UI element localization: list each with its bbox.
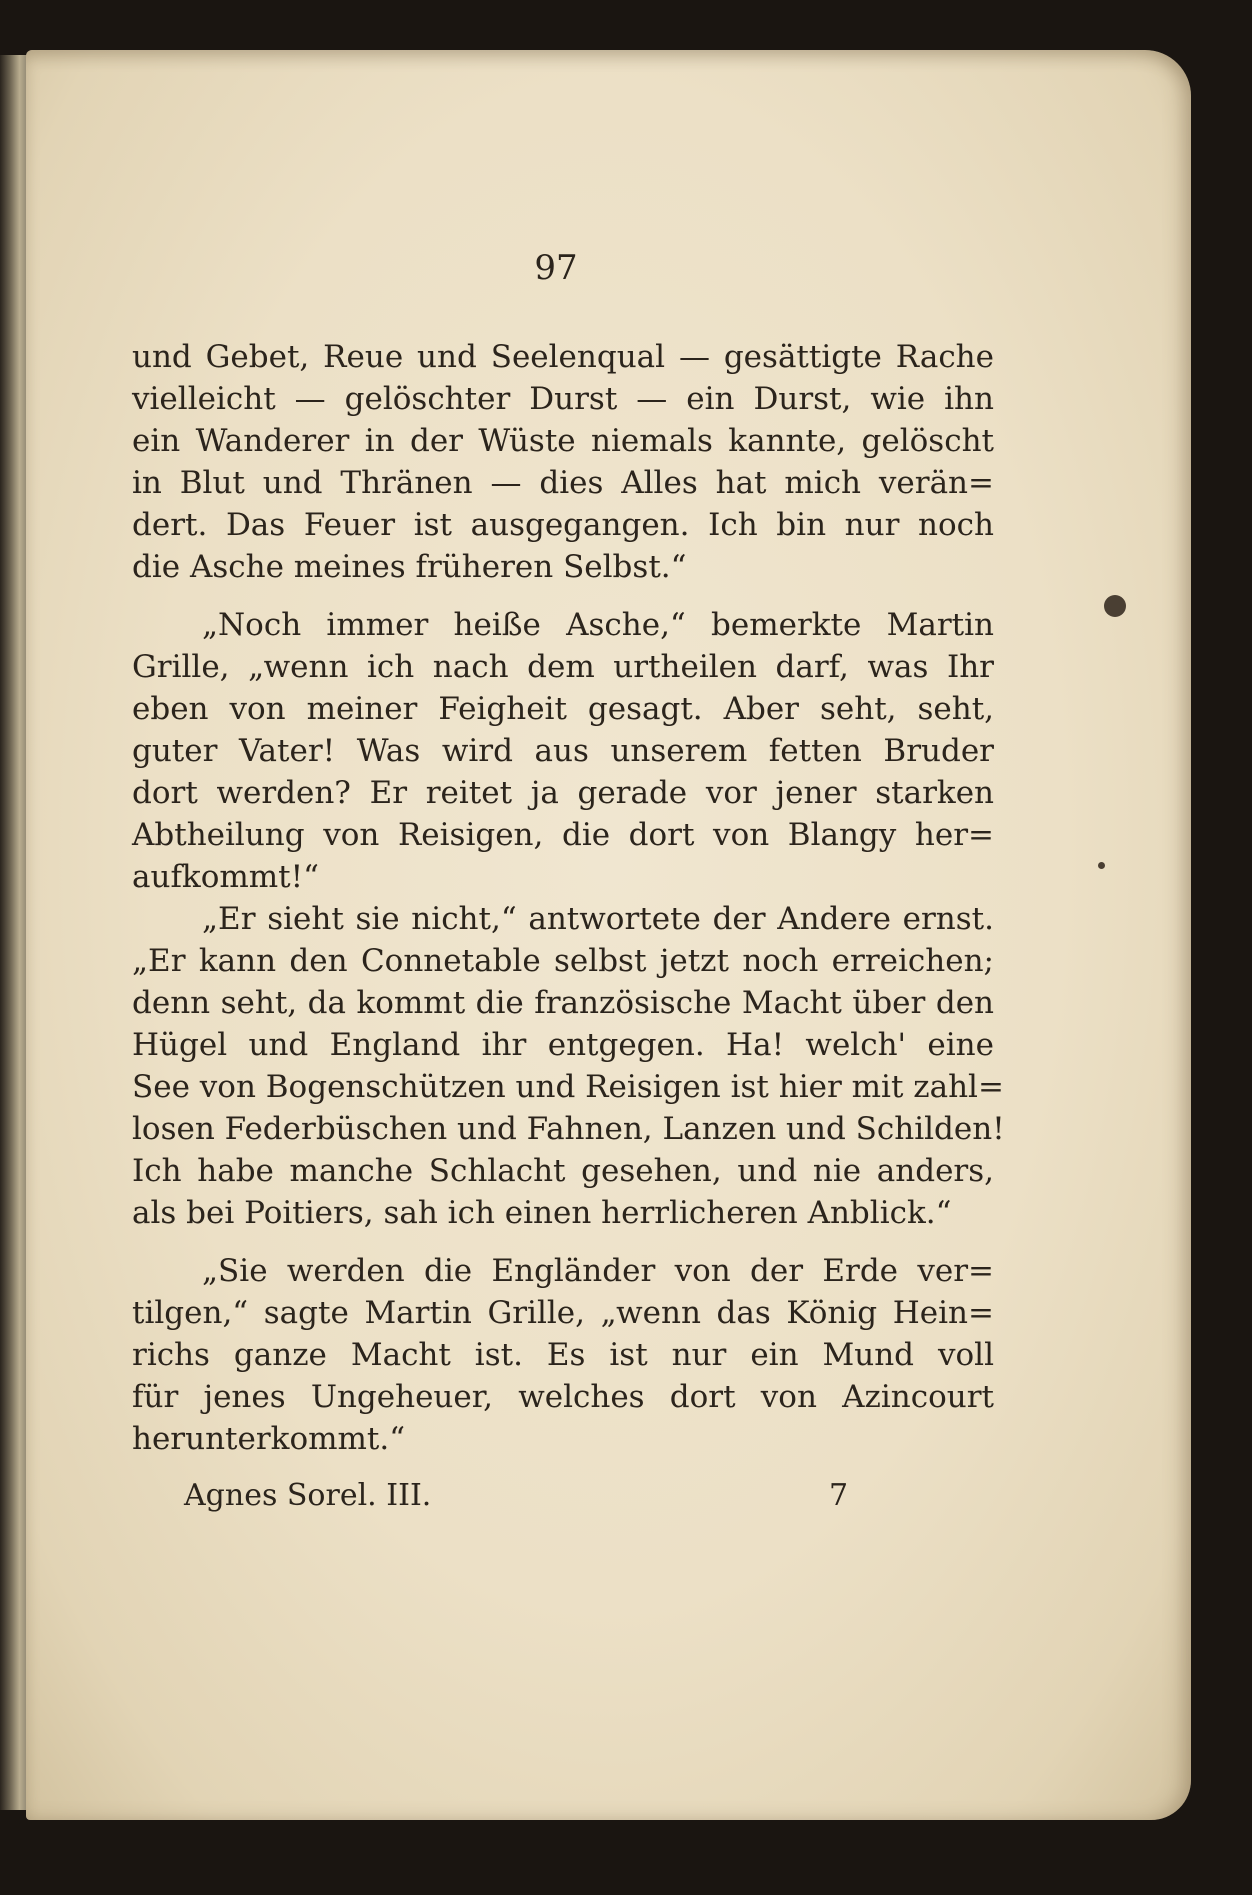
text-line: aufkommt!“ — [132, 859, 319, 895]
text-line: Abtheilung von Reisigen, die dort von Blangy her= — [132, 817, 994, 853]
paragraph-4 — [132, 1250, 994, 1460]
paragraph-1 — [132, 336, 994, 588]
text-line: tilgen,“ sagte Martin Grille, „wenn das König Hein= — [132, 1295, 994, 1331]
book-page — [26, 50, 1191, 1820]
paragraph-2 — [132, 604, 994, 898]
text-line: dort werden? Er reitet ja gerade vor jener starken — [132, 775, 994, 811]
ink-spot — [1104, 595, 1126, 617]
signature-mark: Agnes Sorel. III. — [184, 1478, 432, 1513]
text-line: in Blut und Thränen — dies Alles hat mich verän= — [132, 465, 994, 501]
book-spine-edge — [0, 55, 28, 1810]
text-line: für jenes Ungeheuer, welches dort von Azincourt — [132, 1379, 994, 1415]
text-line: ein Wanderer in der Wüste niemals kannte, gelöscht — [132, 423, 994, 459]
text-line: losen Federbüschen und Fahnen, Lanzen und Schilden! — [132, 1111, 1005, 1147]
body-text — [132, 336, 1005, 1460]
page-footer — [184, 1478, 864, 1520]
text-line: eben von meiner Feigheit gesagt. Aber seht, seht, — [132, 691, 994, 727]
text-line: denn seht, da kommt die französische Macht über den — [132, 985, 994, 1021]
text-line: „Er kann den Connetable selbst jetzt noch erreichen; — [132, 943, 994, 979]
paragraph-3 — [132, 898, 1005, 1234]
text-line: die Asche meines früheren Selbst.“ — [132, 549, 687, 585]
text-line: Grille, „wenn ich nach dem urtheilen darf, was Ihr — [132, 649, 994, 685]
text-line: See von Bogenschützen und Reisigen ist hier mit zahl= — [132, 1069, 1004, 1105]
text-line: dert. Das Feuer ist ausgegangen. Ich bin nur noch — [132, 507, 994, 543]
text-line: guter Vater! Was wird aus unserem fetten Bruder — [132, 733, 994, 769]
text-line: Hügel und England ihr entgegen. Ha! welch' eine — [132, 1027, 994, 1063]
text-line: herunterkommt.“ — [132, 1421, 406, 1457]
signature-number: 7 — [829, 1478, 849, 1513]
text-line: vielleicht — gelöschter Durst — ein Durst, wie ihn — [132, 381, 994, 417]
text-line: richs ganze Macht ist. Es ist nur ein Mund voll — [132, 1337, 994, 1373]
text-line: Ich habe manche Schlacht gesehen, und nie anders, — [132, 1153, 994, 1189]
text-line: „Noch immer heiße Asche,“ bemerkte Martin — [202, 607, 994, 643]
text-line: und Gebet, Reue und Seelenqual — gesättigte Rache — [132, 339, 994, 375]
text-line: als bei Poitiers, sah ich einen herrlicheren Anblick.“ — [132, 1195, 952, 1231]
ink-speck — [1098, 862, 1105, 869]
text-line: „Er sieht sie nicht,“ antwortete der Andere ernst. — [202, 901, 994, 937]
page-number: 97 — [534, 248, 578, 288]
text-line: „Sie werden die Engländer von der Erde ver= — [202, 1253, 994, 1289]
